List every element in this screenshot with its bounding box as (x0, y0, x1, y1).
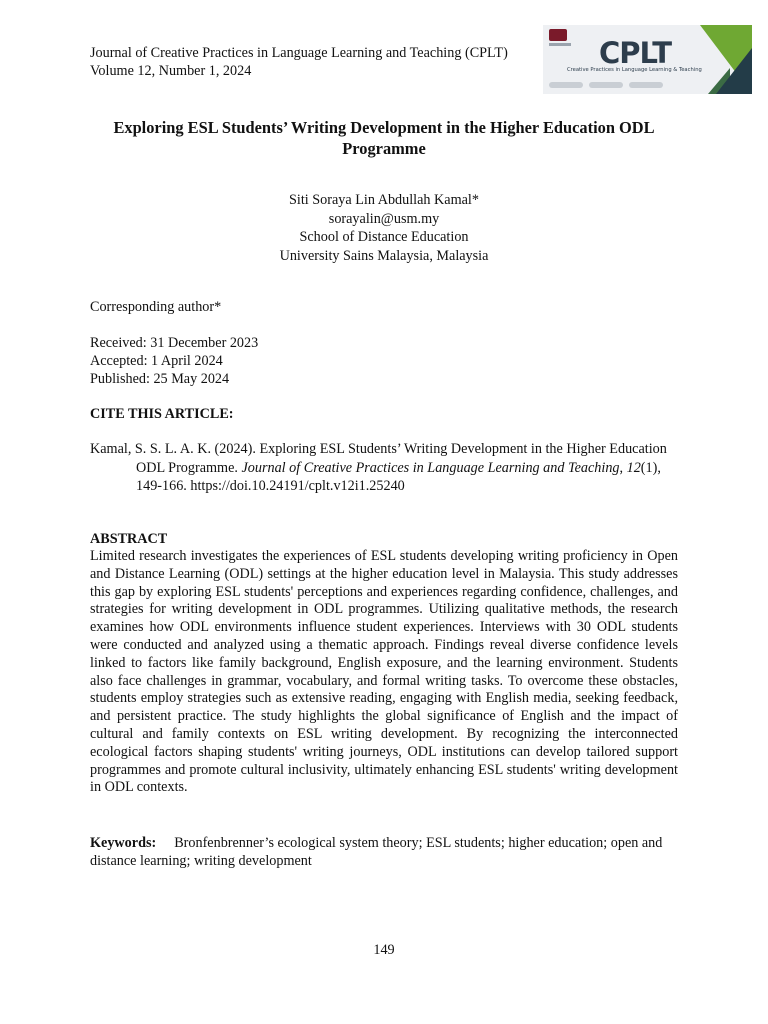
badge-icon (629, 82, 663, 88)
citation-doi[interactable]: (1), 149-166. https://doi.10.24191/cplt.v12i1.25240 (136, 459, 661, 494)
author-school: School of Distance Education (299, 229, 469, 245)
logo-tagline: Creative Practices in Language Learning & Teaching (567, 67, 702, 73)
author-name: Siti Soraya Lin Abdullah Kamal* (289, 192, 479, 208)
journal-header (90, 44, 508, 80)
journal-name: Journal of Creative Practices in Language Learning and Teaching (CPLT) (90, 45, 508, 61)
journal-volume: Volume 12, Number 1, 2024 (90, 63, 252, 79)
abstract-heading: ABSTRACT (90, 531, 168, 547)
received-date: Received: 31 December 2023 (90, 335, 259, 351)
citation-sep: , (619, 459, 627, 476)
page-number: 149 (373, 942, 395, 958)
keywords-label: Keywords: (90, 835, 157, 851)
logo-wordmark: CPLT (599, 36, 671, 70)
accepted-date: Accepted: 1 April 2024 (90, 353, 223, 369)
logo-dark-triangle (716, 48, 752, 94)
journal-logo (543, 25, 752, 94)
keywords (90, 834, 678, 870)
abstract-text: Limited research investigates the experiences of ESL students developing writing proficiency in Open and Distance Learning (ODL) settings at the higher education level in Malaysia. This study addresses this gap by exploring ESL students' perceptions and experiences regarding confidence, challenges, and strategies for writing development in ODL programmes. Utilizing qualitative methods, the research examines how ODL environments influence student experiences. Interviews with 30 ODL students were conducted and analyzed using a thematic approach. Findings reveal diverse confidence levels linked to factors like family background, English exposure, and the learning environment. Students also face challenges in grammar, vocabulary, and formal writing tasks. To overcome these obstacles, students employ strategies such as extensive reading, engaging with English media, seeking feedback, and persistent practice. The study highlights the global significance of English and the impact of cultural and family contexts on ESL writing development. By recognizing the interconnected ecological factors shaping students' writing journeys, ODL institutions can develop tailored support programmes and promote cultural inclusivity, ultimately enhancing ESL students' writing development in ODL contexts. (90, 548, 678, 796)
crest-underline (549, 43, 571, 46)
logo-badges (549, 82, 663, 88)
citation (90, 440, 678, 496)
university-crest-icon (549, 29, 567, 41)
article-dates (90, 334, 258, 388)
citation-authors-title: Kamal, S. S. L. A. K. (2024). Exploring ESL Students’ Writing Development in the Higher Education ODL Programme. (90, 441, 667, 476)
published-date: Published: 25 May 2024 (90, 371, 230, 387)
author-block (84, 191, 684, 265)
author-university: University Sains Malaysia, Malaysia (279, 247, 489, 264)
corresponding-note: Corresponding author* (90, 299, 222, 315)
keywords-text: Bronfenbrenner’s ecological system theory; ESL students; higher education; open and distance learning; writing development (90, 835, 663, 869)
badge-icon (549, 82, 583, 88)
citation-journal: Journal of Creative Practices in Language Learning and Teaching (241, 459, 620, 476)
citation-volume: 12 (626, 459, 641, 476)
cite-heading: CITE THIS ARTICLE: (90, 406, 234, 422)
badge-icon (589, 82, 623, 88)
article-title: Exploring ESL Students’ Writing Development in the Higher Education ODL Programme (113, 118, 655, 158)
author-email[interactable]: sorayalin@usm.my (328, 210, 440, 227)
